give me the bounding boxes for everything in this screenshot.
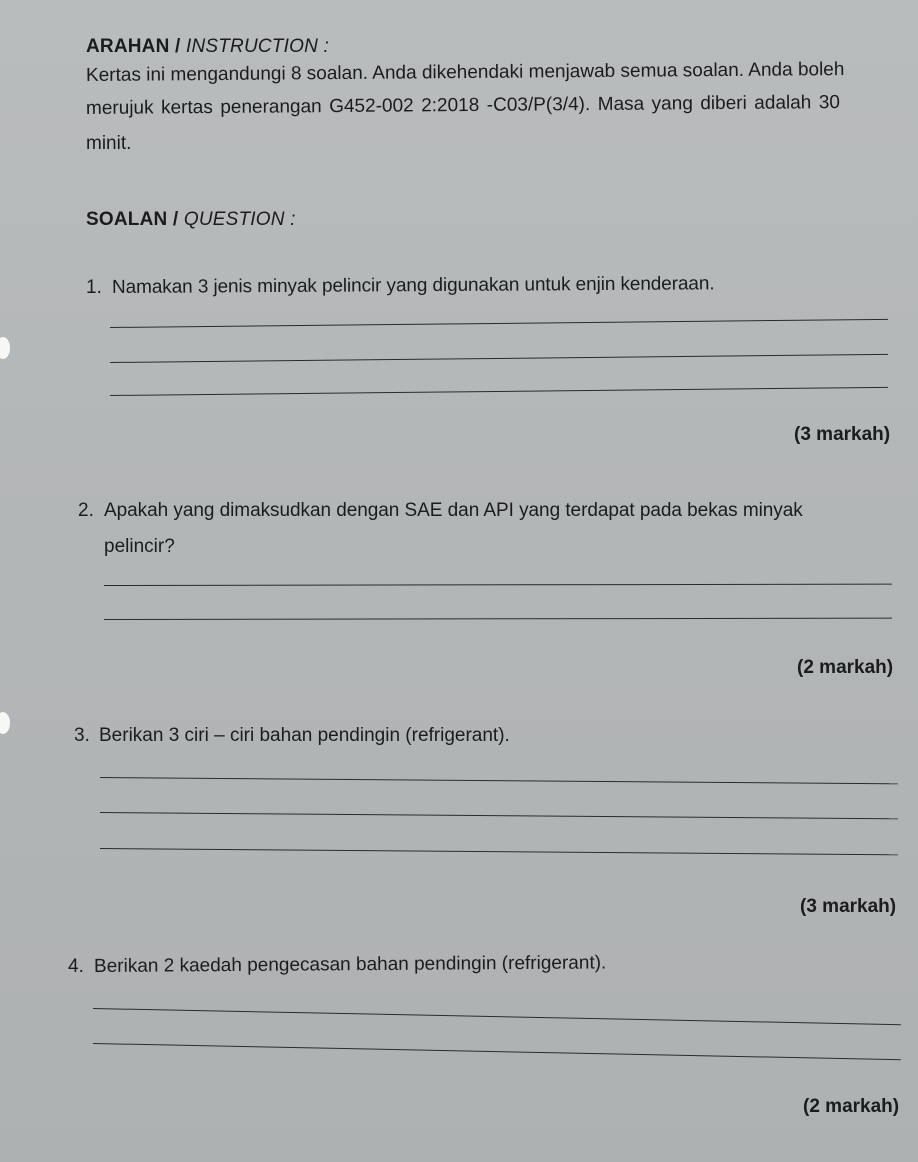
question-2-answer-line-1[interactable]	[104, 584, 892, 586]
question-4-answer-line-1[interactable]	[93, 1008, 901, 1025]
question-3-text: Berikan 3 ciri – ciri bahan pendingin (refrigerant).	[99, 725, 510, 746]
instruction-heading-italic: INSTRUCTION :	[185, 36, 329, 57]
question-heading	[86, 209, 296, 231]
question-1-answer-line-2[interactable]	[110, 354, 888, 363]
binder-hole-bottom	[0, 712, 10, 734]
question-4-text: Berikan 2 kaedah pengecasan bahan pendingin (refrigerant).	[93, 952, 607, 977]
question-1-number: 1.	[86, 277, 102, 298]
binder-hole-top	[0, 337, 10, 359]
question-4-answer-line-2[interactable]	[93, 1043, 901, 1060]
question-3-answer-line-3[interactable]	[100, 848, 898, 855]
question-3-answer-line-2[interactable]	[100, 812, 898, 819]
question-1-answer-line-1[interactable]	[110, 319, 888, 328]
instruction-heading-bold: ARAHAN /	[86, 36, 186, 57]
instruction-line-3: minit.	[86, 133, 132, 154]
question-3-number: 3.	[74, 725, 90, 746]
question-1-answer-line-3[interactable]	[110, 387, 888, 396]
question-2-number: 2.	[78, 500, 94, 521]
question-heading-bold: SOALAN /	[86, 209, 184, 230]
question-4-number: 4.	[68, 956, 84, 977]
question-4-marks: (2 markah)	[803, 1096, 900, 1117]
question-1-marks: (3 markah)	[794, 424, 891, 445]
instruction-heading	[86, 36, 329, 58]
instruction-line-2: merujuk kertas penerangan G452-002 2:2018 -C03/P(3/4). Masa yang diberi adalah 30	[85, 92, 841, 119]
question-2-text-cont: pelincir?	[104, 536, 175, 557]
instruction-line-1: Kertas ini mengandungi 8 soalan. Anda dikehendaki menjawab semua soalan. Anda boleh	[85, 59, 845, 86]
question-2-marks: (2 markah)	[797, 657, 894, 678]
question-heading-italic: QUESTION :	[183, 209, 296, 230]
question-3-answer-line-1[interactable]	[100, 777, 898, 784]
question-2-text: Apakah yang dimaksudkan dengan SAE dan API yang terdapat pada bekas minyak	[104, 500, 803, 521]
question-1-text: Namakan 3 jenis minyak pelincir yang digunakan untuk enjin kenderaan.	[111, 273, 715, 298]
question-3-marks: (3 markah)	[800, 896, 897, 917]
question-2-answer-line-2[interactable]	[104, 618, 892, 620]
